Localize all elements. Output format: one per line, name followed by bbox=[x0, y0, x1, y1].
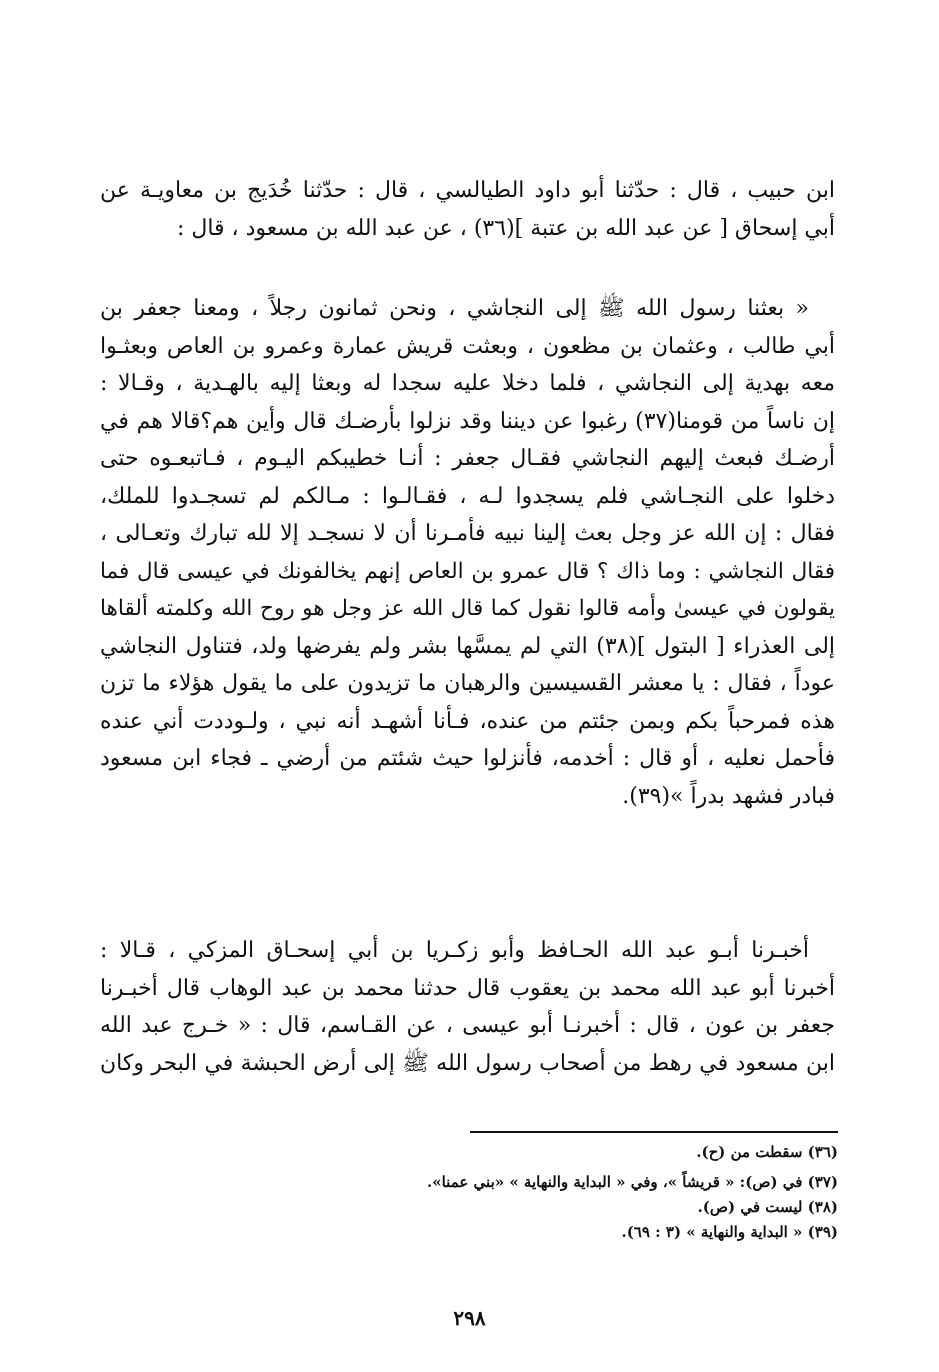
text-line: إلى العذراء [ البتول ](٣٨) التي لم يمسَّها بشر ولم يفرضها ولد، فتناول النجاشي bbox=[100, 633, 835, 659]
text-line: فأحمل نعليه ، أو قال : أخدمه، فأنزلوا حيث شئتم من أرضي ـ فجاء ابن مسعود bbox=[100, 746, 835, 771]
text-line: أخبـرنا أبـو عبد الله الحـافظ وأبو زكـريا بن أبي إسحـاق المزكي ، قـالا : bbox=[100, 938, 809, 963]
text-line: أبي إسحاق [ عن عبد الله بن عتبة ](٣٦) ، عن عبد الله بن مسعود ، قال : bbox=[176, 215, 835, 241]
text-line: هذه فمرحباً بكم وبمن جئتم من عنده، فـأنا أشهـد أنه نبي ، ولـوددت أني عنده bbox=[100, 708, 835, 734]
footnote-divider bbox=[470, 1131, 838, 1133]
page-number: ٢٩٨ bbox=[453, 1306, 486, 1330]
paragraph-isnad-2 bbox=[100, 932, 835, 1082]
text-line: فبادر فشهد بدراً »(٣٩). bbox=[622, 783, 835, 809]
text-line: أبي طالب ، وعثمان بن مظعون ، وبعثت قريش عمارة وعمرو بن العاص وبعثـوا bbox=[100, 333, 835, 359]
text-line: ابن حبيب ، قال : حدّثنا أبو داود الطيالسي ، قال : حدّثنا خُدَيج بن معاويـة عن bbox=[100, 178, 835, 203]
text-line: فقال النجاشي : وما ذاك ؟ قال عمرو بن العاص إنهم يخالفونك في عيسى قال فما bbox=[100, 558, 835, 584]
footnote-38: (٣٨) ليست في (ص). bbox=[697, 1198, 838, 1216]
footnotes bbox=[300, 1140, 838, 1245]
text-line: إن ناساً من قومنا(٣٧) رغبوا عن ديننا وقد نزلوا بأرضـك قال وأين هم؟قالا هم في bbox=[100, 408, 835, 434]
text-line: دخلوا على النجـاشي فلم يسجدوا لـه ، فقـالـوا : مـالكم لم تسجـدوا للملك، bbox=[100, 483, 835, 509]
text-line: فقال : إن الله عز وجل بعث إلينا نبيه فأمـرنا أن لا نسجـد إلا لله تبارك وتعـالى ، bbox=[100, 521, 835, 546]
text-line: أرضـك فبعث إليهم النجاشي فقـال جعفر : أنـا خطيبكم اليـوم ، فـاتبعـوه حتى bbox=[100, 446, 835, 471]
footnote-37: (٣٧) في (ص): « قريشاً »، وفي « البداية والنهاية » «بني عمنا». bbox=[427, 1173, 838, 1191]
text-line: يقولون في عيسىٰ وأمه قالوا نقول كما قال الله عز وجل هو روح الله وكلمته ألقاها bbox=[100, 596, 835, 621]
paragraph-hadith bbox=[100, 290, 835, 815]
text-line: ابن مسعود في رهط من أصحاب رسول الله ﷺ إلى أرض الحبشة في البحر وكان bbox=[100, 1050, 835, 1076]
text-line: « بعثنا رسول الله ﷺ إلى النجاشي ، ونحن ثمانون رجلاً ، ومعنا جعفر بن bbox=[100, 296, 809, 321]
paragraph-isnad-1 bbox=[100, 172, 835, 247]
text-line: أخبرنا أبو عبد الله محمد بن يعقوب قال حدثنا محمد بن عبد الوهاب قال أخبـرنا bbox=[100, 975, 835, 1001]
footnote-36: (٣٦) سقطت من (ح). bbox=[696, 1143, 838, 1161]
text-line: عوداً ، فقال : يا معشر القسيسين والرهبان ما تزيدون على ما يقول هؤلاء ما تزن bbox=[100, 671, 835, 696]
text-line: معه بهدية إلى النجاشي ، فلما دخلا عليه سجدا له وبعثا إليه بالهـدية ، وقـالا : bbox=[100, 371, 835, 396]
footnote-39: (٣٩) « البداية والنهاية » (٣ : ٦٩). bbox=[621, 1223, 838, 1241]
text-line: جعفر بن عون ، قال : أخبرنـا أبو عيسى ، عن القـاسم، قال : « خـرج عبد الله bbox=[100, 1013, 835, 1038]
